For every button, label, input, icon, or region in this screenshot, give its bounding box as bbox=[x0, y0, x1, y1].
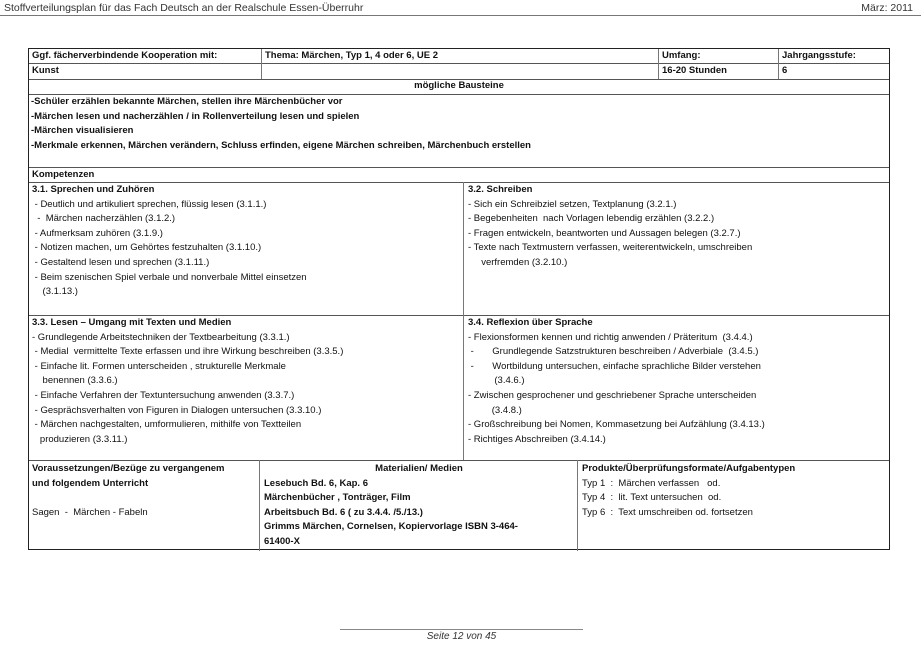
umfang-value: 16-20 Stunden bbox=[662, 65, 727, 76]
plan-table bbox=[28, 48, 890, 550]
section-title: 3.3. Lesen – Umgang mit Texten und Medien bbox=[32, 317, 232, 328]
list-item: - Flexionsformen kennen und richtig anwenden / Präteritum (3.4.4.) bbox=[468, 331, 753, 343]
list-item: benennen (3.3.6.) bbox=[32, 375, 118, 387]
footer-divider bbox=[340, 629, 583, 630]
list-item: - Aufmerksam zuhören (3.1.9.) bbox=[32, 227, 163, 239]
col-divider bbox=[658, 49, 659, 79]
section-lesen bbox=[32, 316, 460, 447]
list-item: - Einfache lit. Formen unterscheiden , strukturelle Merkmale bbox=[32, 360, 286, 372]
list-item: - Großschreibung bei Nomen, Kommasetzung bei Aufzählung (3.4.13.) bbox=[468, 419, 765, 431]
jahrgang-value: 6 bbox=[782, 65, 788, 76]
jahrgang-label: Jahrgangsstufe: bbox=[782, 50, 856, 61]
kooperation-value: Kunst bbox=[32, 65, 59, 76]
section-title: 3.1. Sprechen und Zuhören bbox=[32, 184, 155, 195]
list-item: (3.1.13.) bbox=[32, 286, 78, 298]
materialien-title: Materialien/ Medien bbox=[375, 463, 463, 474]
list-item: - Grundlegende Satzstrukturen beschreiben / Adverbiale (3.4.5.) bbox=[468, 346, 759, 358]
document-header-title: Stoffverteilungsplan für das Fach Deutsch an der Realschule Essen-Überruhr bbox=[4, 2, 364, 14]
bausteine-heading: mögliche Bausteine bbox=[414, 80, 504, 91]
list-item: Grimms Märchen, Cornelsen, Kopiervorlage ISBN 3-464- bbox=[264, 521, 518, 533]
section-schreiben bbox=[468, 183, 888, 271]
col-divider bbox=[261, 49, 262, 79]
voraussetzungen-title: und folgendem Unterricht bbox=[32, 477, 149, 489]
list-item: Arbeitsbuch Bd. 6 ( zu 3.4.4. /5./13.) bbox=[264, 506, 423, 518]
list-item: - Grundlegende Arbeitstechniken der Textbearbeitung (3.3.1.) bbox=[32, 331, 290, 343]
list-item: -Märchen visualisieren bbox=[31, 125, 134, 137]
list-item: -Schüler erzählen bekannte Märchen, stellen ihre Märchenbücher vor bbox=[31, 96, 343, 107]
section-reflexion bbox=[468, 316, 888, 447]
list-item: - Gestaltend lesen und sprechen (3.1.11.) bbox=[32, 256, 210, 268]
umfang-label: Umfang: bbox=[662, 50, 701, 61]
produkte-cell bbox=[582, 462, 887, 520]
col-divider bbox=[463, 182, 464, 460]
col-divider bbox=[577, 460, 578, 551]
list-item: -Merkmale erkennen, Märchen verändern, Schluss erfinden, eigene Märchen schreiben, Märchenbuch erstellen bbox=[31, 139, 531, 151]
voraussetzungen-title: Voraussetzungen/Bezüge zu vergangenem bbox=[32, 463, 225, 474]
list-item: Märchenbücher , Tonträger, Film bbox=[264, 492, 411, 504]
list-item: Typ 4 : lit. Text untersuchen od. bbox=[582, 492, 722, 504]
list-item: Typ 1 : Märchen verfassen od. bbox=[582, 477, 721, 489]
list-item: - Begebenheiten nach Vorlagen lebendig erzählen (3.2.2.) bbox=[468, 213, 715, 225]
list-item: verfremden (3.2.10.) bbox=[468, 256, 568, 268]
list-item: Lesebuch Bd. 6, Kap. 6 bbox=[264, 477, 368, 489]
kompetenzen-heading: Kompetenzen bbox=[32, 169, 95, 180]
list-item: produzieren (3.3.11.) bbox=[32, 433, 128, 445]
list-item: - Deutlich und artikuliert sprechen, flüssig lesen (3.1.1.) bbox=[32, 198, 267, 210]
page-number: Seite 12 von 45 bbox=[426, 631, 497, 642]
bausteine-list bbox=[31, 95, 531, 153]
list-item: - Gesprächsverhalten von Figuren in Dialogen untersuchen (3.3.10.) bbox=[32, 404, 322, 416]
list-item: 61400-X bbox=[264, 535, 300, 547]
row-divider bbox=[29, 460, 889, 461]
col-divider bbox=[259, 460, 260, 551]
list-item: (3.4.8.) bbox=[468, 404, 522, 416]
list-item: - Wortbildung untersuchen, einfache sprachliche Bilder verstehen bbox=[468, 360, 761, 372]
thema-text: Thema: Märchen, Typ 1, 4 oder 6, UE 2 bbox=[265, 50, 438, 61]
document-header-date: März: 2011 bbox=[861, 2, 913, 14]
list-item: - Einfache Verfahren der Textuntersuchung anwenden (3.3.7.) bbox=[32, 389, 295, 401]
list-item: - Sich ein Schreibziel setzen, Textplanung (3.2.1.) bbox=[468, 198, 677, 210]
section-title: 3.4. Reflexion über Sprache bbox=[468, 317, 593, 328]
header-divider bbox=[0, 15, 921, 16]
list-item: - Fragen entwickeln, beantworten und Aussagen belegen (3.2.7.) bbox=[468, 227, 741, 239]
list-item: (3.4.6.) bbox=[468, 375, 525, 387]
kooperation-label: Ggf. fächerverbindende Kooperation mit: bbox=[32, 50, 218, 61]
voraussetzungen-cell bbox=[32, 462, 257, 520]
list-item: - Notizen machen, um Gehörtes festzuhalten (3.1.10.) bbox=[32, 242, 262, 254]
list-item: - Beim szenischen Spiel verbale und nonverbale Mittel einsetzen bbox=[32, 271, 307, 283]
section-sprechen bbox=[32, 183, 460, 300]
section-title: 3.2. Schreiben bbox=[468, 184, 533, 195]
list-item: Typ 6 : Text umschreiben od. fortsetzen bbox=[582, 506, 753, 518]
row-divider bbox=[29, 167, 889, 168]
list-item: - Richtiges Abschreiben (3.4.14.) bbox=[468, 433, 606, 445]
list-item: - Texte nach Textmustern verfassen, weiterentwickeln, umschreiben bbox=[468, 242, 753, 254]
materialien-cell bbox=[264, 462, 574, 550]
list-item: - Medial vermittelte Texte erfassen und ihre Wirkung beschreiben (3.3.5.) bbox=[32, 346, 344, 358]
list-item: -Märchen lesen und nacherzählen / in Rollenverteilung lesen und spielen bbox=[31, 110, 360, 122]
list-item: - Märchen nachgestalten, umformulieren, mithilfe von Textteilen bbox=[32, 419, 302, 431]
voraussetzungen-value: Sagen - Märchen - Fabeln bbox=[32, 506, 148, 518]
list-item: - Zwischen gesprochener und geschriebener Sprache unterscheiden bbox=[468, 389, 757, 401]
col-divider bbox=[778, 49, 779, 79]
list-item: - Märchen nacherzählen (3.1.2.) bbox=[32, 213, 176, 225]
produkte-title: Produkte/Überprüfungsformate/Aufgabentypen bbox=[582, 463, 796, 474]
